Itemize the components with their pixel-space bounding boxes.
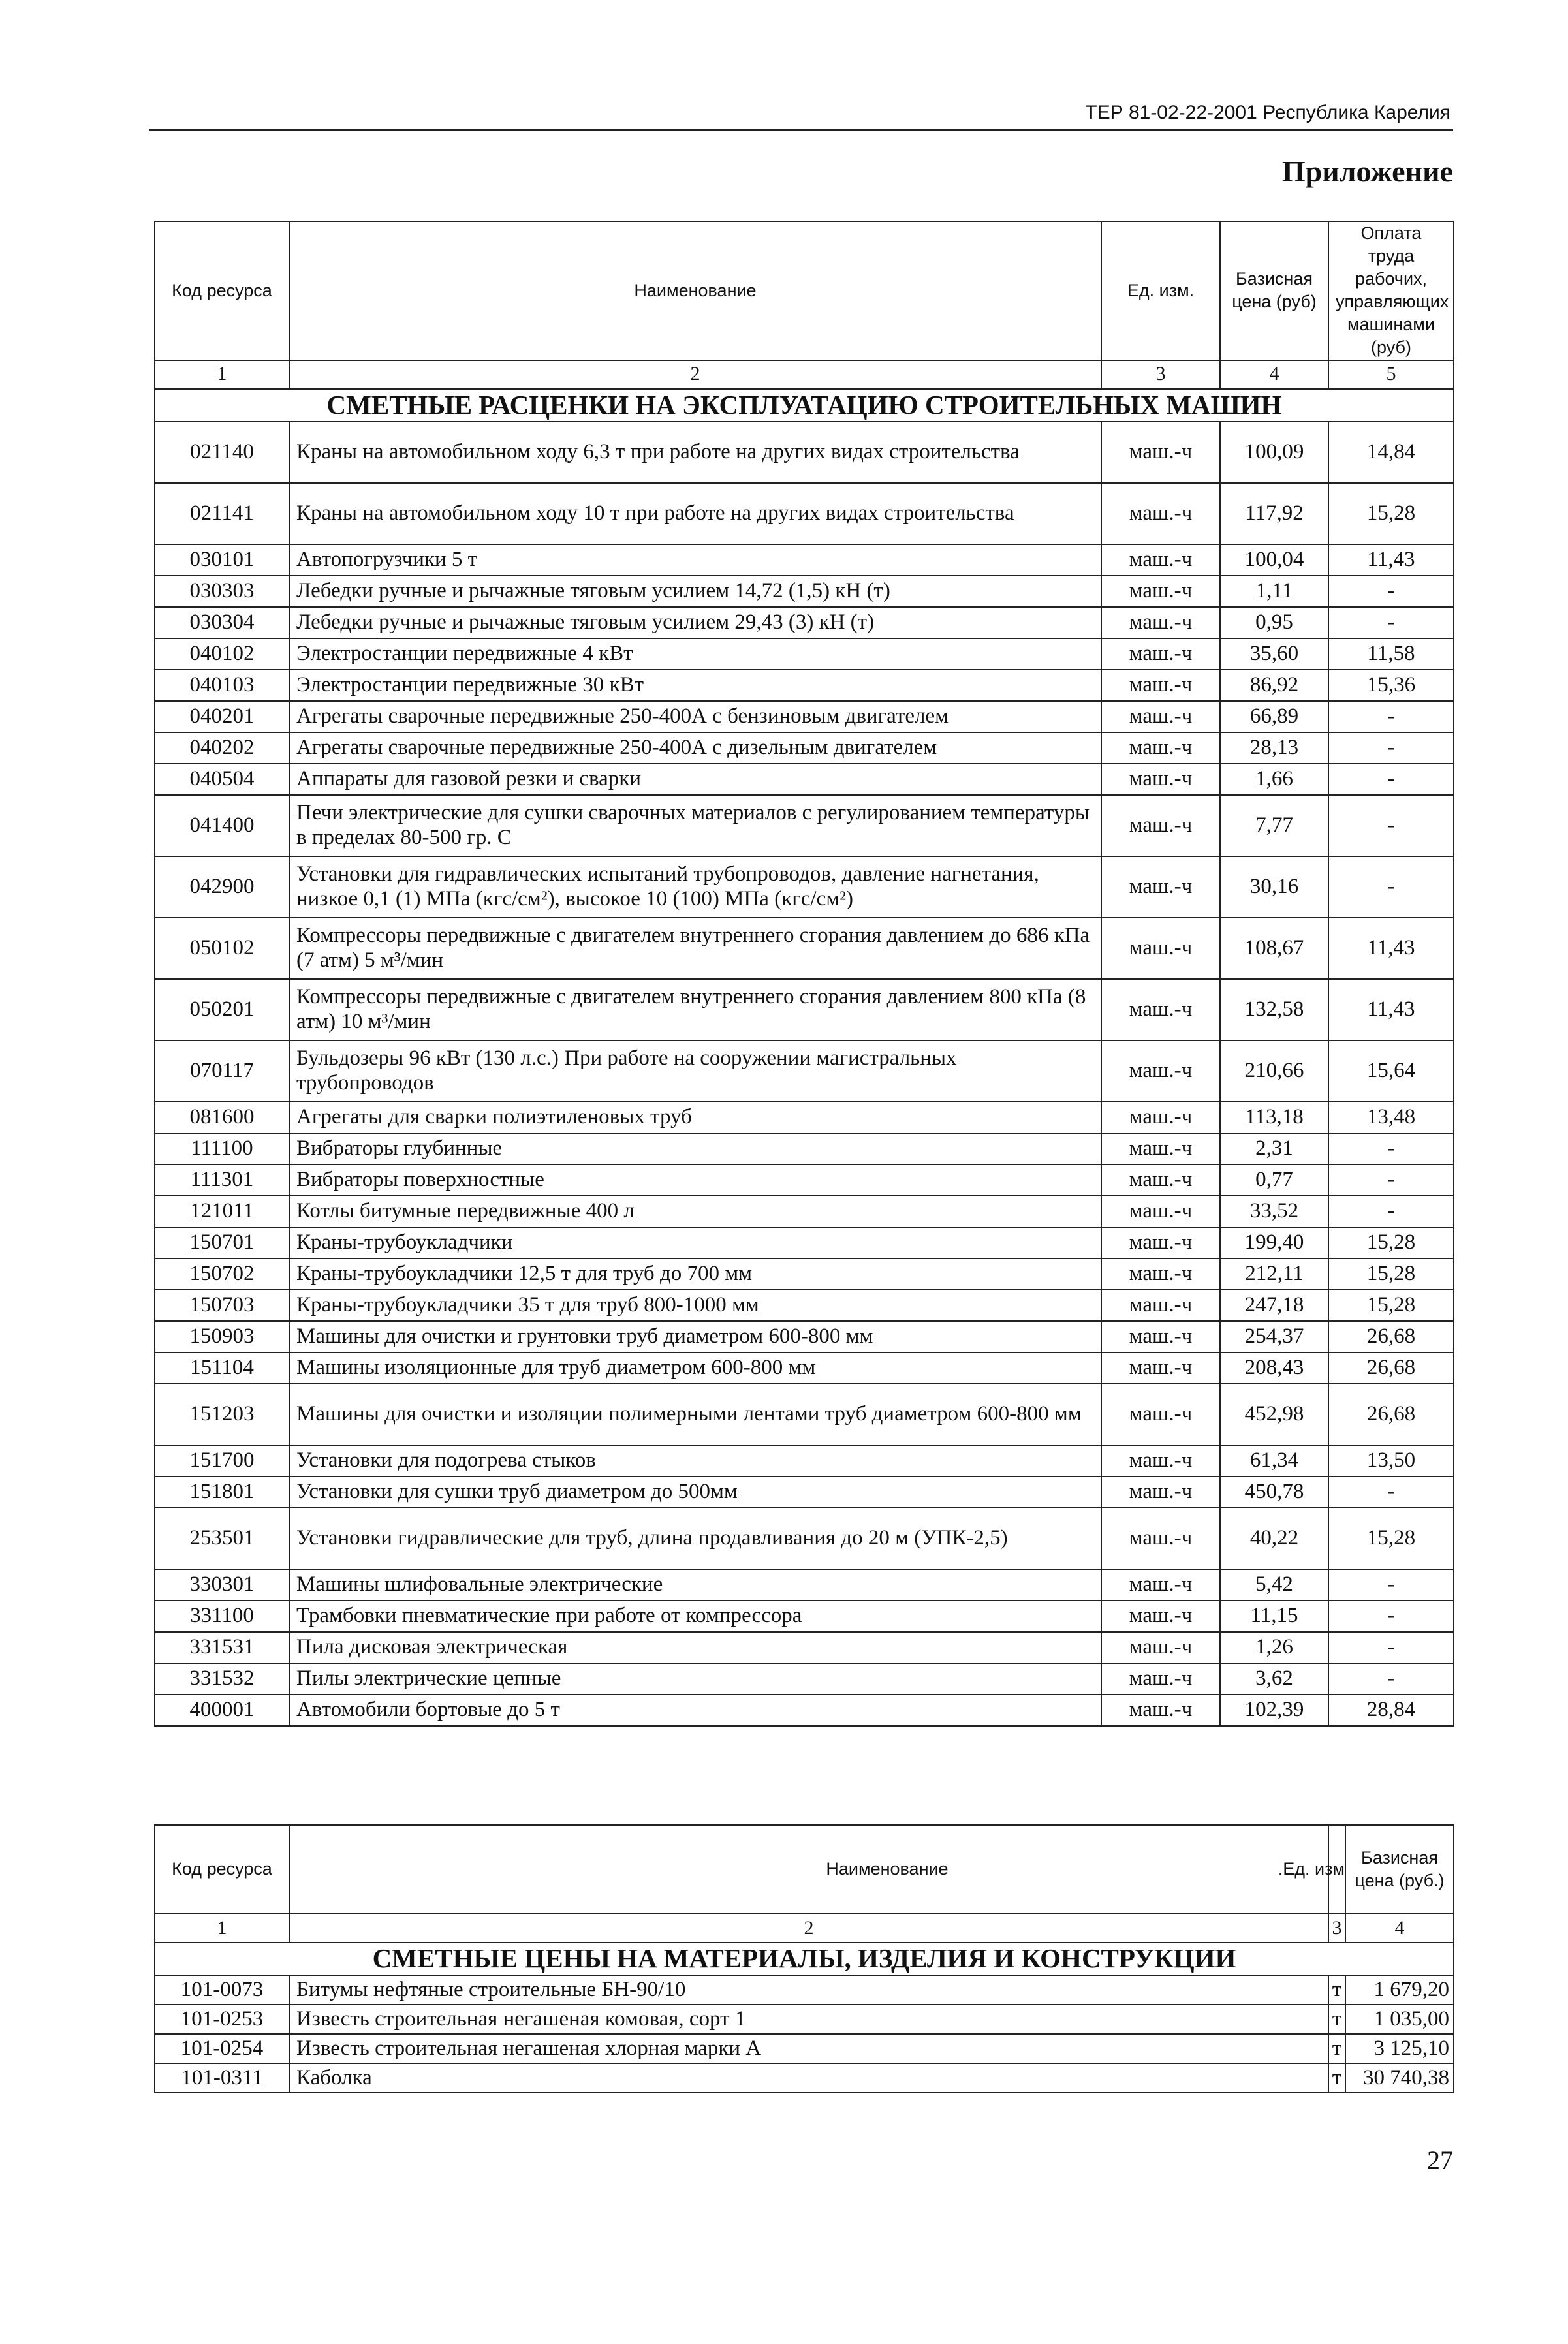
resource-code: 040504 [155, 764, 289, 795]
base-price: 28,13 [1220, 732, 1328, 764]
operator-wage: - [1328, 1196, 1454, 1227]
base-price: 0,95 [1220, 607, 1328, 638]
table-row [155, 1133, 1454, 1164]
table-row [155, 701, 1454, 732]
operator-wage: - [1328, 856, 1454, 918]
base-price: 452,98 [1220, 1384, 1328, 1445]
operator-wage: 11,58 [1328, 638, 1454, 670]
base-price: 2,31 [1220, 1133, 1328, 1164]
item-name: Установки гидравлические для труб, длина продавливания до 20 м (УПК-2,5) [289, 1508, 1101, 1569]
unit: маш.-ч [1101, 1290, 1220, 1321]
resource-code: 150703 [155, 1290, 289, 1321]
unit: маш.-ч [1101, 1352, 1220, 1384]
base-price: 100,09 [1220, 422, 1328, 483]
item-name: Компрессоры передвижные с двигателем внутреннего сгорания давлением до 686 кПа (7 атм) 5 м³/мин [289, 918, 1101, 979]
base-price: 11,15 [1220, 1601, 1328, 1632]
table-row [155, 2005, 1454, 2034]
unit: т [1328, 2005, 1345, 2034]
item-name: Печи электрические для сушки сварочных материалов с регулированием температуры в пределах 80-500 гр. С [289, 795, 1101, 856]
operator-wage: 26,68 [1328, 1321, 1454, 1352]
unit: т [1328, 2063, 1345, 2093]
base-price: 100,04 [1220, 544, 1328, 576]
page-number: 27 [1427, 2146, 1453, 2175]
item-name: Пила дисковая электрическая [289, 1632, 1101, 1663]
table-row [155, 1352, 1454, 1384]
base-price: 132,58 [1220, 979, 1328, 1040]
resource-code: 111100 [155, 1133, 289, 1164]
base-price: 1,26 [1220, 1632, 1328, 1663]
operator-wage: - [1328, 1663, 1454, 1695]
item-name: Краны-трубоукладчики 12,5 т для труб до 700 мм [289, 1258, 1101, 1290]
item-name: Вибраторы поверхностные [289, 1164, 1101, 1196]
item-name: Битумы нефтяные строительные БН-90/10 [289, 1975, 1328, 2005]
resource-code: 030303 [155, 576, 289, 607]
base-price: 113,18 [1220, 1102, 1328, 1133]
item-name: Лебедки ручные и рычажные тяговым усилием 14,72 (1,5) кН (т) [289, 576, 1101, 607]
machines-price-table [154, 221, 1454, 1727]
appendix-title: Приложение [1281, 155, 1453, 188]
item-name: Машины для очистки и изоляции полимерными лентами труб диаметром 600-800 мм [289, 1384, 1101, 1445]
header-unit: Ед. изм. [1101, 221, 1220, 360]
resource-code: 150701 [155, 1227, 289, 1258]
item-name: Компрессоры передвижные с двигателем внутреннего сгорания давлением 800 кПа (8 атм) 10 м³/мин [289, 979, 1101, 1040]
unit: т [1328, 2034, 1345, 2063]
operator-wage: 11,43 [1328, 918, 1454, 979]
unit: маш.-ч [1101, 764, 1220, 795]
resource-code: 021141 [155, 483, 289, 544]
table-row [155, 1196, 1454, 1227]
operator-wage: - [1328, 1601, 1454, 1632]
operator-wage: 15,64 [1328, 1040, 1454, 1102]
resource-code: 040102 [155, 638, 289, 670]
header-unit: Ед. изм. [1328, 1825, 1345, 1914]
running-header [149, 91, 1453, 131]
resource-code: 081600 [155, 1102, 289, 1133]
table-header-row [155, 221, 1454, 360]
base-price: 30,16 [1220, 856, 1328, 918]
resource-code: 330301 [155, 1569, 289, 1601]
base-price: 40,22 [1220, 1508, 1328, 1569]
base-price: 3,62 [1220, 1663, 1328, 1695]
base-price: 210,66 [1220, 1040, 1328, 1102]
table-row [155, 764, 1454, 795]
operator-wage: - [1328, 764, 1454, 795]
table-row [155, 1663, 1454, 1695]
resource-code: 253501 [155, 1508, 289, 1569]
base-price: 117,92 [1220, 483, 1328, 544]
table-row [155, 670, 1454, 701]
operator-wage: - [1328, 1164, 1454, 1196]
resource-code: 111301 [155, 1164, 289, 1196]
operator-wage: - [1328, 1133, 1454, 1164]
unit: маш.-ч [1101, 979, 1220, 1040]
table-row [155, 795, 1454, 856]
item-name: Котлы битумные передвижные 400 л [289, 1196, 1101, 1227]
column-number: 4 [1220, 360, 1328, 389]
base-price: 108,67 [1220, 918, 1328, 979]
table-row [155, 422, 1454, 483]
base-price: 35,60 [1220, 638, 1328, 670]
resource-code: 121011 [155, 1196, 289, 1227]
operator-wage: 11,43 [1328, 544, 1454, 576]
operator-wage: 15,36 [1328, 670, 1454, 701]
section-title: СМЕТНЫЕ РАСЦЕНКИ НА ЭКСПЛУАТАЦИЮ СТРОИТЕЛЬНЫХ МАШИН [155, 389, 1454, 422]
operator-wage: 13,50 [1328, 1445, 1454, 1477]
operator-wage: - [1328, 1632, 1454, 1663]
item-name: Известь строительная негашеная хлорная марки А [289, 2034, 1328, 2063]
resource-code: 151203 [155, 1384, 289, 1445]
item-name: Аппараты для газовой резки и сварки [289, 764, 1101, 795]
table-row [155, 607, 1454, 638]
base-price: 5,42 [1220, 1569, 1328, 1601]
item-name: Бульдозеры 96 кВт (130 л.с.) При работе на сооружении магистральных трубопроводов [289, 1040, 1101, 1102]
unit: маш.-ч [1101, 1040, 1220, 1102]
table-row [155, 1102, 1454, 1133]
column-number: 4 [1345, 1914, 1454, 1943]
table-row [155, 1164, 1454, 1196]
resource-code: 070117 [155, 1040, 289, 1102]
unit: маш.-ч [1101, 1663, 1220, 1695]
unit: маш.-ч [1101, 732, 1220, 764]
table-row [155, 1258, 1454, 1290]
item-name: Машины шлифовальные электрические [289, 1569, 1101, 1601]
base-price: 30 740,38 [1345, 2063, 1454, 2093]
item-name: Трамбовки пневматические при работе от компрессора [289, 1601, 1101, 1632]
unit: маш.-ч [1101, 1569, 1220, 1601]
column-number: 3 [1101, 360, 1220, 389]
resource-code: 030101 [155, 544, 289, 576]
section-title: СМЕТНЫЕ ЦЕНЫ НА МАТЕРИАЛЫ, ИЗДЕЛИЯ И КОНСТРУКЦИИ [155, 1943, 1454, 1975]
column-number-row [155, 1914, 1454, 1943]
resource-code: 101-0254 [155, 2034, 289, 2063]
resource-code: 101-0073 [155, 1975, 289, 2005]
operator-wage: 15,28 [1328, 1227, 1454, 1258]
operator-wage: - [1328, 1569, 1454, 1601]
unit: маш.-ч [1101, 1445, 1220, 1477]
unit: маш.-ч [1101, 1508, 1220, 1569]
item-name: Краны-трубоукладчики 35 т для труб 800-1000 мм [289, 1290, 1101, 1321]
table-row [155, 1975, 1454, 2005]
table-row [155, 1384, 1454, 1445]
item-name: Автопогрузчики 5 т [289, 544, 1101, 576]
operator-wage: 15,28 [1328, 1508, 1454, 1569]
header-name: Наименование [289, 1825, 1328, 1914]
unit: маш.-ч [1101, 544, 1220, 576]
table-row [155, 1569, 1454, 1601]
column-number: 2 [289, 360, 1101, 389]
resource-code: 040201 [155, 701, 289, 732]
item-name: Установки для сушки труб диаметром до 500мм [289, 1477, 1101, 1508]
item-name: Автомобили бортовые до 5 т [289, 1695, 1101, 1726]
base-price: 1 035,00 [1345, 2005, 1454, 2034]
resource-code: 400001 [155, 1695, 289, 1726]
unit: маш.-ч [1101, 1632, 1220, 1663]
unit: маш.-ч [1101, 795, 1220, 856]
materials-price-table [154, 1824, 1454, 2093]
table-row [155, 1508, 1454, 1569]
unit: маш.-ч [1101, 576, 1220, 607]
column-number-row [155, 360, 1454, 389]
base-price: 3 125,10 [1345, 2034, 1454, 2063]
base-price: 1,66 [1220, 764, 1328, 795]
item-name: Электростанции передвижные 4 кВт [289, 638, 1101, 670]
unit: маш.-ч [1101, 670, 1220, 701]
table-row [155, 1445, 1454, 1477]
unit: маш.-ч [1101, 1133, 1220, 1164]
resource-code: 151104 [155, 1352, 289, 1384]
resource-code: 101-0311 [155, 2063, 289, 2093]
column-number: 1 [155, 1914, 289, 1943]
item-name: Вибраторы глубинные [289, 1133, 1101, 1164]
header-wage: Оплата труда рабочих, управляющих машинами (руб) [1328, 221, 1454, 360]
base-price: 66,89 [1220, 701, 1328, 732]
resource-code: 101-0253 [155, 2005, 289, 2034]
table-row [155, 918, 1454, 979]
resource-code: 050102 [155, 918, 289, 979]
resource-code: 151700 [155, 1445, 289, 1477]
column-number: 3 [1328, 1914, 1345, 1943]
item-name: Установки для гидравлических испытаний трубопроводов, давление нагнетания, низкое 0,1 (1) МПа (кгс/см²), высокое 10 (100) МПа (кгс/см²) [289, 856, 1101, 918]
unit: т [1328, 1975, 1345, 2005]
column-number: 2 [289, 1914, 1328, 1943]
resource-code: 331100 [155, 1601, 289, 1632]
table-row [155, 1632, 1454, 1663]
resource-code: 331531 [155, 1632, 289, 1663]
resource-code: 042900 [155, 856, 289, 918]
resource-code: 050201 [155, 979, 289, 1040]
table-row [155, 732, 1454, 764]
unit: маш.-ч [1101, 1477, 1220, 1508]
operator-wage: - [1328, 701, 1454, 732]
operator-wage: - [1328, 795, 1454, 856]
unit: маш.-ч [1101, 1321, 1220, 1352]
unit: маш.-ч [1101, 1164, 1220, 1196]
unit: маш.-ч [1101, 1258, 1220, 1290]
unit: маш.-ч [1101, 1227, 1220, 1258]
resource-code: 040202 [155, 732, 289, 764]
item-name: Машины изоляционные для труб диаметром 600-800 мм [289, 1352, 1101, 1384]
unit: маш.-ч [1101, 1695, 1220, 1726]
resource-code: 150702 [155, 1258, 289, 1290]
item-name: Агрегаты сварочные передвижные 250-400А с бензиновым двигателем [289, 701, 1101, 732]
materials-table-body [155, 1975, 1454, 2093]
table-row [155, 979, 1454, 1040]
base-price: 247,18 [1220, 1290, 1328, 1321]
base-price: 208,43 [1220, 1352, 1328, 1384]
table-row [155, 638, 1454, 670]
header-price: Базисная цена (руб.) [1345, 1825, 1454, 1914]
resource-code: 150903 [155, 1321, 289, 1352]
operator-wage: - [1328, 1477, 1454, 1508]
item-name: Известь строительная негашеная комовая, сорт 1 [289, 2005, 1328, 2034]
operator-wage: 13,48 [1328, 1102, 1454, 1133]
base-price: 199,40 [1220, 1227, 1328, 1258]
table-row [155, 1227, 1454, 1258]
operator-wage: 11,43 [1328, 979, 1454, 1040]
operator-wage: 26,68 [1328, 1384, 1454, 1445]
section-title-row [155, 389, 1454, 422]
operator-wage: 14,84 [1328, 422, 1454, 483]
resource-code: 331532 [155, 1663, 289, 1695]
base-price: 1,11 [1220, 576, 1328, 607]
header-code: Код ресурса [155, 221, 289, 360]
base-price: 254,37 [1220, 1321, 1328, 1352]
item-name: Агрегаты для сварки полиэтиленовых труб [289, 1102, 1101, 1133]
item-name: Краны на автомобильном ходу 10 т при работе на других видах строительства [289, 483, 1101, 544]
operator-wage: 26,68 [1328, 1352, 1454, 1384]
unit: маш.-ч [1101, 1196, 1220, 1227]
operator-wage: 15,28 [1328, 483, 1454, 544]
item-name: Машины для очистки и грунтовки труб диаметром 600-800 мм [289, 1321, 1101, 1352]
table-row [155, 1040, 1454, 1102]
base-price: 86,92 [1220, 670, 1328, 701]
item-name: Электростанции передвижные 30 кВт [289, 670, 1101, 701]
item-name: Пилы электрические цепные [289, 1663, 1101, 1695]
unit: маш.-ч [1101, 918, 1220, 979]
unit: маш.-ч [1101, 1384, 1220, 1445]
table-row [155, 544, 1454, 576]
item-name: Агрегаты сварочные передвижные 250-400А с дизельным двигателем [289, 732, 1101, 764]
operator-wage: - [1328, 576, 1454, 607]
resource-code: 021140 [155, 422, 289, 483]
unit: маш.-ч [1101, 856, 1220, 918]
item-name: Установки для подогрева стыков [289, 1445, 1101, 1477]
unit: маш.-ч [1101, 1601, 1220, 1632]
operator-wage: 15,28 [1328, 1258, 1454, 1290]
operator-wage: 28,84 [1328, 1695, 1454, 1726]
table-row [155, 1601, 1454, 1632]
table-row [155, 2034, 1454, 2063]
operator-wage: - [1328, 607, 1454, 638]
base-price: 1 679,20 [1345, 1975, 1454, 2005]
table-header-row [155, 1825, 1454, 1914]
section-title-row [155, 1943, 1454, 1975]
column-number: 5 [1328, 360, 1454, 389]
base-price: 61,34 [1220, 1445, 1328, 1477]
base-price: 102,39 [1220, 1695, 1328, 1726]
table-row [155, 1290, 1454, 1321]
header-name: Наименование [289, 221, 1101, 360]
resource-code: 040103 [155, 670, 289, 701]
base-price: 450,78 [1220, 1477, 1328, 1508]
base-price: 212,11 [1220, 1258, 1328, 1290]
item-name: Каболка [289, 2063, 1328, 2093]
unit: маш.-ч [1101, 701, 1220, 732]
base-price: 33,52 [1220, 1196, 1328, 1227]
item-name: Лебедки ручные и рычажные тяговым усилием 29,43 (3) кН (т) [289, 607, 1101, 638]
item-name: Краны на автомобильном ходу 6,3 т при работе на других видах строительства [289, 422, 1101, 483]
table-row [155, 483, 1454, 544]
operator-wage: - [1328, 732, 1454, 764]
running-header-text: ТЕР 81-02-22-2001 Республика Карелия [1085, 102, 1450, 123]
unit: маш.-ч [1101, 638, 1220, 670]
unit: маш.-ч [1101, 483, 1220, 544]
resource-code: 151801 [155, 1477, 289, 1508]
resource-code: 041400 [155, 795, 289, 856]
unit: маш.-ч [1101, 422, 1220, 483]
resource-code: 030304 [155, 607, 289, 638]
column-number: 1 [155, 360, 289, 389]
table-row [155, 1477, 1454, 1508]
item-name: Краны-трубоукладчики [289, 1227, 1101, 1258]
base-price: 7,77 [1220, 795, 1328, 856]
header-price: Базисная цена (руб) [1220, 221, 1328, 360]
unit: маш.-ч [1101, 607, 1220, 638]
table-row [155, 576, 1454, 607]
table-row [155, 1321, 1454, 1352]
table-row [155, 856, 1454, 918]
header-code: Код ресурса [155, 1825, 289, 1914]
operator-wage: 15,28 [1328, 1290, 1454, 1321]
machines-table-body [155, 422, 1454, 1726]
base-price: 0,77 [1220, 1164, 1328, 1196]
unit: маш.-ч [1101, 1102, 1220, 1133]
table-row [155, 1695, 1454, 1726]
table-row [155, 2063, 1454, 2093]
